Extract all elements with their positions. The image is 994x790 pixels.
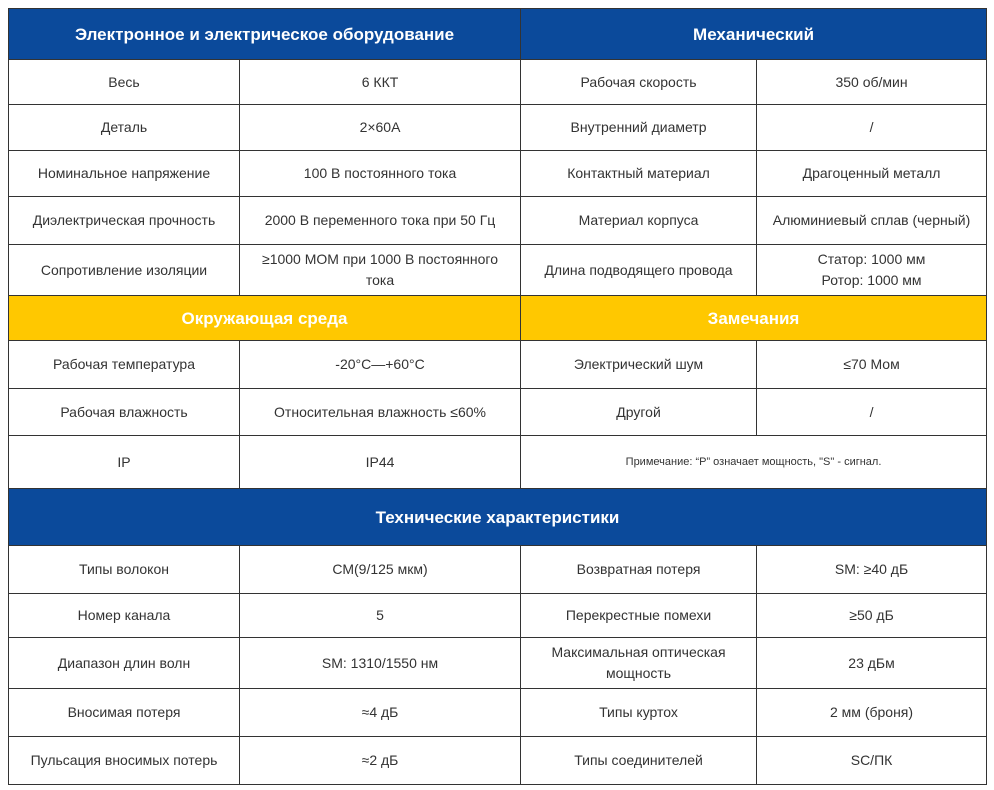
technical-label: Типы куртох bbox=[521, 689, 757, 737]
technical-value: СМ(9/125 мкм) bbox=[240, 546, 521, 594]
mechanical-header: Механический bbox=[521, 9, 987, 60]
mechanical-value: / bbox=[757, 105, 987, 151]
technical-value: ≈2 дБ bbox=[240, 737, 521, 785]
table-row bbox=[9, 341, 987, 389]
table-row bbox=[9, 389, 987, 436]
electrical-value: 100 В постоянного тока bbox=[240, 151, 521, 197]
table-row bbox=[9, 151, 987, 197]
table-row bbox=[9, 436, 987, 489]
environment-value: Относительная влажность ≤60% bbox=[240, 389, 521, 436]
stator-length: Статор: 1000 мм bbox=[817, 251, 926, 267]
mechanical-value: Драгоценный металл bbox=[757, 151, 987, 197]
technical-value: 23 дБм bbox=[757, 638, 987, 689]
technical-label: Диапазон длин волн bbox=[9, 638, 240, 689]
electrical-header: Электронное и электрическое оборудование bbox=[9, 9, 521, 60]
technical-value: SM: 1310/1550 нм bbox=[240, 638, 521, 689]
technical-label: Пульсация вносимых потерь bbox=[9, 737, 240, 785]
table-row bbox=[9, 245, 987, 296]
technical-value: ≈4 дБ bbox=[240, 689, 521, 737]
remarks-value: / bbox=[757, 389, 987, 436]
table-row bbox=[9, 594, 987, 638]
technical-label: Номер канала bbox=[9, 594, 240, 638]
electrical-label: Номинальное напряжение bbox=[9, 151, 240, 197]
electrical-label: Весь bbox=[9, 60, 240, 105]
electrical-value: ≥1000 МОМ при 1000 В постоянного тока bbox=[240, 245, 521, 296]
table-row bbox=[9, 689, 987, 737]
header-row-electrical-mechanical bbox=[9, 9, 987, 60]
environment-label: IP bbox=[9, 436, 240, 489]
table-row bbox=[9, 105, 987, 151]
remarks-value: ≤70 Мом bbox=[757, 341, 987, 389]
mechanical-label: Материал корпуса bbox=[521, 197, 757, 245]
electrical-label: Деталь bbox=[9, 105, 240, 151]
table-row bbox=[9, 638, 987, 689]
electrical-value: 2×60А bbox=[240, 105, 521, 151]
remarks-note: Примечание: “P” означает мощность, "S" - сигнал. bbox=[521, 436, 987, 489]
mechanical-label: Рабочая скорость bbox=[521, 60, 757, 105]
header-row-environment-remarks bbox=[9, 296, 987, 341]
environment-value: -20°C—+60°C bbox=[240, 341, 521, 389]
spec-table bbox=[8, 8, 987, 785]
mechanical-value bbox=[757, 245, 987, 296]
remarks-label: Электрический шум bbox=[521, 341, 757, 389]
technical-header: Технические характеристики bbox=[9, 489, 987, 546]
technical-value: ≥50 дБ bbox=[757, 594, 987, 638]
technical-label: Максимальная оптическая мощность bbox=[521, 638, 757, 689]
mechanical-value: 350 об/мин bbox=[757, 60, 987, 105]
remarks-header: Замечания bbox=[521, 296, 987, 341]
technical-label: Перекрестные помехи bbox=[521, 594, 757, 638]
technical-value: SC/ПК bbox=[757, 737, 987, 785]
mechanical-label: Длина подводящего провода bbox=[521, 245, 757, 296]
rotor-length: Ротор: 1000 мм bbox=[821, 272, 922, 288]
technical-label: Вносимая потеря bbox=[9, 689, 240, 737]
remarks-label: Другой bbox=[521, 389, 757, 436]
environment-value: IP44 bbox=[240, 436, 521, 489]
technical-label: Типы соединителей bbox=[521, 737, 757, 785]
technical-value: 2 мм (броня) bbox=[757, 689, 987, 737]
electrical-label: Диэлектрическая прочность bbox=[9, 197, 240, 245]
mechanical-label: Внутренний диаметр bbox=[521, 105, 757, 151]
electrical-label: Сопротивление изоляции bbox=[9, 245, 240, 296]
technical-value: 5 bbox=[240, 594, 521, 638]
table-row bbox=[9, 737, 987, 785]
header-row-technical bbox=[9, 489, 987, 546]
table-row bbox=[9, 60, 987, 105]
table-row bbox=[9, 197, 987, 245]
environment-label: Рабочая температура bbox=[9, 341, 240, 389]
environment-header: Окружающая среда bbox=[9, 296, 521, 341]
environment-label: Рабочая влажность bbox=[9, 389, 240, 436]
technical-label: Возвратная потеря bbox=[521, 546, 757, 594]
mechanical-label: Контактный материал bbox=[521, 151, 757, 197]
mechanical-value: Алюминиевый сплав (черный) bbox=[757, 197, 987, 245]
technical-value: SM: ≥40 дБ bbox=[757, 546, 987, 594]
electrical-value: 6 ККТ bbox=[240, 60, 521, 105]
technical-label: Типы волокон bbox=[9, 546, 240, 594]
table-row bbox=[9, 546, 987, 594]
electrical-value: 2000 В переменного тока при 50 Гц bbox=[240, 197, 521, 245]
